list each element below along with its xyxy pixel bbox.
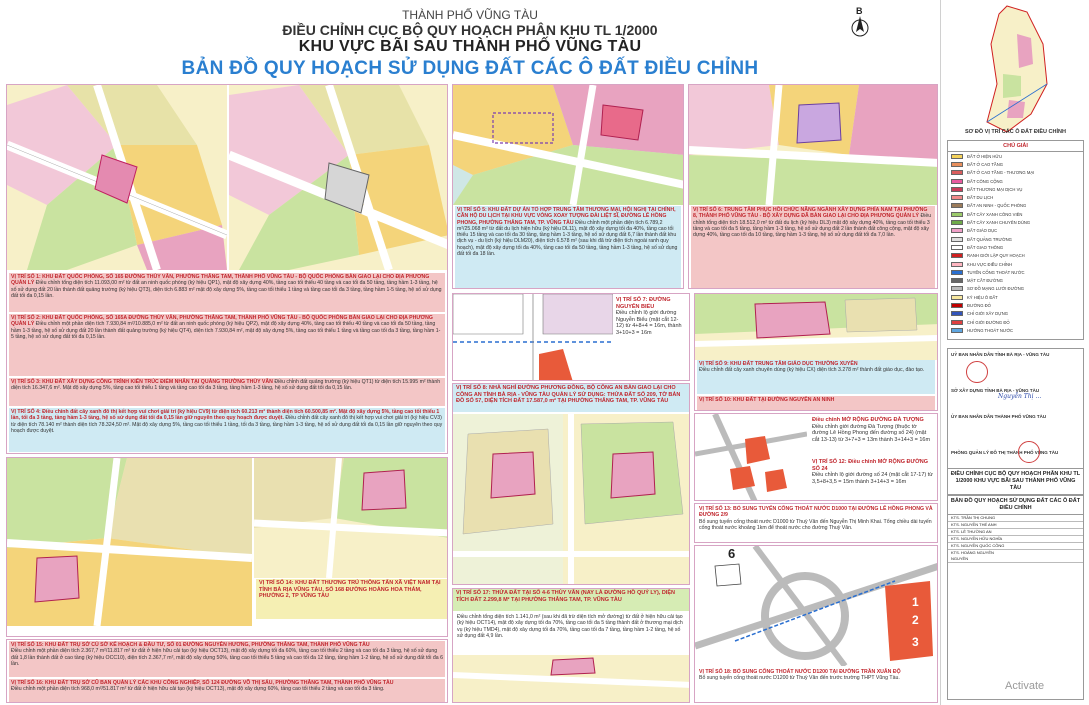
lot-9-description bbox=[697, 360, 935, 394]
lot-12-label bbox=[809, 458, 937, 486]
key-map-title-text: SƠ ĐỒ VỊ TRÍ CÁC Ô ĐẤT ĐIỀU CHỈNH bbox=[965, 129, 1066, 135]
map-lot-14-a bbox=[7, 458, 252, 626]
staff-row bbox=[948, 543, 1083, 550]
legend-label: ĐẤT DU LỊCH bbox=[967, 195, 994, 201]
legend-label: ĐẤT GIAO THÔNG bbox=[967, 244, 1004, 250]
legend-item bbox=[948, 218, 1083, 226]
lot-1-description bbox=[9, 273, 445, 312]
legend-swatch bbox=[951, 328, 963, 333]
legend-label: TUYẾN CỐNG THOÁT NƯỚC bbox=[967, 269, 1025, 275]
legend-swatch bbox=[951, 262, 963, 267]
lot-18-description bbox=[697, 668, 935, 702]
lot-13-title: VỊ TRÍ SỐ 13: BỔ SUNG TUYẾN CỐNG THOÁT NƯỚC D1000 TẠI ĐƯỜNG LÊ HỒNG PHONG VÀ ĐƯỜNG 2/9 bbox=[699, 506, 933, 519]
office: PHÒNG QUẢN LÝ ĐÔ THỊ THÀNH PHỐ VŨNG TÀU bbox=[951, 450, 1059, 455]
legend-swatch bbox=[951, 195, 963, 200]
staff-row bbox=[948, 529, 1083, 536]
legend-swatch bbox=[951, 179, 963, 184]
key-map-title bbox=[947, 128, 1084, 137]
legend-swatch bbox=[951, 212, 963, 217]
legend-label: MẶT CẮT ĐƯỜNG bbox=[967, 278, 1003, 284]
legend-item bbox=[948, 310, 1083, 318]
panel-lot-8 bbox=[452, 383, 690, 585]
lot-2-description bbox=[9, 314, 445, 376]
lot-12-body: Điều chỉnh lộ giới đường số 24 (mặt cắt 17-17) từ 3,5+8+3,5 = 15m thành 3+14+3 = 16m bbox=[812, 472, 933, 485]
map-title: BẢN ĐỒ QUY HOẠCH SỬ DỤNG ĐẤT CÁC Ô ĐẤT ĐIỀU CHỈNH bbox=[181, 58, 759, 79]
lot-17-title: VỊ TRÍ SỐ 17: THỬA ĐẤT TẠI SỐ 4-6 THÙY VÂN (NAY LÀ ĐƯỜNG HỒ QUÝ LY), DIỆN TÍCH ĐẤT 2.299,8 M² TẠI PHƯỜNG THẮNG TAM, TP. VŨNG TÀU bbox=[456, 590, 675, 603]
lot-17-body: Điều chỉnh tổng diện tích 1.141,0 m² (sau khi đã trừ diện tích mở đường) từ đất ở hiện hữu cải tạo (ký hiệu OCT14), mật độ xây dựng tối đa 70%, tầng cao tối đa 5 tầng thành đất ở thương mại dịch vụ (ký hiệu TMD4), mật độ xây dựng tối đa 70%, tầng cao tối đa 7 tầng, tầng hầm 1-2 tầng, hệ số sử dụng đất 4,9 lần. bbox=[457, 614, 683, 639]
lot-8-label bbox=[453, 384, 690, 412]
map-lot-9 bbox=[695, 294, 938, 360]
lot-7-title: VỊ TRÍ SỐ 7: ĐƯỜNG NGUYỄN BIỂU bbox=[616, 297, 671, 310]
legend-swatch bbox=[951, 303, 963, 308]
lot-3-number: 3 bbox=[912, 635, 919, 649]
lot-4-body: Điều chỉnh đất cây xanh đô thị kết hợp vui chơi giải trí (ký hiệu CV3) từ diện tích 78.140 m² thành diện tích 78.324,50 m². Mật độ xây dựng 5%, tầng cao tối thiểu 1 tầng, tối đa 3 tầng, tầng hầm 1-3 tầng, hệ số sử dụng đất tối đa 0,15 lần giữ nguyên theo quy hoạch được duyệt. bbox=[11, 415, 443, 434]
legend-label: ĐẤT THƯƠNG MẠI DỊCH VỤ bbox=[967, 186, 1023, 192]
lot-2-marker bbox=[909, 613, 922, 627]
panel-lot-18 bbox=[694, 545, 938, 703]
red-stamp-icon bbox=[966, 361, 988, 383]
signature: Nguyễn Thị ... bbox=[998, 393, 1042, 400]
staff-role: KTS. NGUYỄN QUỐC CÔNG bbox=[951, 543, 1005, 548]
lot-6-marker bbox=[725, 546, 738, 561]
staff-row bbox=[948, 536, 1083, 543]
lot-6-number: 6 bbox=[728, 546, 736, 561]
lot-15-description bbox=[9, 641, 445, 677]
lot-15-title: VỊ TRÍ SỐ 15: KHU ĐẤT TRỤ SỞ CỦ SỞ KẾ HOẠCH & ĐẦU TƯ, SỐ 01 ĐƯỜNG NGUYỄN HƯƠNG, PHƯỜNG THẮNG TAM, THÀNH PHỐ VŨNG TÀU bbox=[11, 642, 370, 648]
legend-label: ĐẤT Ở CAO TẦNG - THƯƠNG MẠI bbox=[967, 170, 1035, 176]
map-lot-6 bbox=[689, 85, 938, 205]
legend-swatch bbox=[951, 278, 963, 283]
legend-item bbox=[948, 260, 1083, 268]
staff-role: KTS. NGUYỄN HỮU NGHĨA bbox=[951, 536, 1003, 541]
staff-role: KTS. HOÀNG NGUYÊN NGUYÊN bbox=[951, 550, 994, 561]
panel-lots-15-16 bbox=[6, 639, 448, 703]
legend-item bbox=[948, 177, 1083, 185]
lot-13-body: Bổ sung tuyến cống thoát nước D1000 từ Thuỳ Vân đến Nguyễn Thị Minh Khai. Tổng chiều dài tuyến cống thoát nước khoảng 1km để thoát nước cho đường Thuỳ Vân. bbox=[699, 518, 932, 531]
lot-6-title: VỊ TRÍ SỐ 6: TRUNG TÂM PHỤC HỒI CHỨC NĂNG NGÀNH XÂY DỰNG PHÍA NAM TẠI PHƯỜNG 8, THÀNH PHỐ VŨNG TÀU - BỘ XÂY DỰNG ĐÃ BÀN GIAO LẠI CHO ĐỊA PHƯƠNG QUẢN LÝ bbox=[693, 207, 928, 220]
legend-title: CHÚ GIẢI bbox=[948, 141, 1083, 152]
legend-item bbox=[948, 235, 1083, 243]
adjustment-title: ĐIỀU CHỈNH CỤC BỘ QUY HOẠCH PHÂN KHU TL 1/2000 bbox=[282, 22, 658, 38]
legend-label: ĐẤT GIÁO DỤC bbox=[967, 228, 998, 234]
legend-item bbox=[948, 326, 1083, 334]
lot-8-title: VỊ TRÍ SỐ 8: NHÀ NGHỈ ĐƯỜNG PHƯƠNG ĐÔNG, BỘ CÔNG AN BÀN GIAO LẠI CHO CÔNG AN TỈNH BÀ RỊA - VŨNG TÀU QUẢN LÝ SỬ DỤNG: THỬA ĐẤT SỐ 209, TỜ BẢN ĐỒ SỐ 57, DIỆN TÍCH ĐẤT 17.587,0 m² TẠI PHƯỜNG THẮNG TAM, TP. VŨNG TÀU bbox=[456, 385, 681, 404]
lot-3-title: VỊ TRÍ SỐ 3: KHU ĐẤT XÂY DỰNG CÔNG TRÌNH KIẾN TRÚC ĐIỂM NHẤN TẠI QUẢNG TRƯỜNG THÙY VÂN bbox=[11, 379, 273, 385]
staff-row bbox=[948, 550, 1083, 563]
lot-4-title: VỊ TRÍ SỐ 4: Điều chỉnh đất cây xanh đô thị kết hợp vui chơi giải trí (ký hiệu CV9) từ diện tích 60.213 m² thành diện tích 60.500,85 m². Mật độ xây dựng 5%, tầng cao tối thiểu 1 lần, tối đa 3 tầng, tầng hầm 1-3 tầng, hệ số sử dụng đất tối đa 0,15 lần giữ nguyên theo quy hoạch được duyệt. bbox=[11, 409, 440, 422]
lot-11-label bbox=[809, 416, 937, 444]
lot-12-title: VỊ TRÍ SỐ 12: Điều chỉnh MỞ RỘNG ĐƯỜNG SỐ 24 bbox=[812, 459, 929, 472]
legend-item bbox=[948, 185, 1083, 193]
legend-item bbox=[948, 293, 1083, 301]
legend-label: ĐẤT AN NINH - QUỐC PHÒNG bbox=[967, 203, 1027, 209]
legend-swatch bbox=[951, 154, 963, 159]
lot-1-title: VỊ TRÍ SỐ 1: KHU ĐẤT QUỐC PHÒNG, SỐ 165 ĐƯỜNG THÙY VÂN, PHƯỜNG THẮNG TAM, THÀNH PHỐ VŨNG TÀU - BỘ QUỐC PHÒNG BÀN GIAO LẠI CHO ĐỊA PHƯƠNG QUẢN LÝ bbox=[11, 274, 430, 287]
map-lot-5 bbox=[453, 85, 684, 205]
legend-label: CHỈ GIỚI XÂY DỰNG bbox=[967, 311, 1009, 317]
north-letter: B bbox=[856, 6, 863, 16]
lot-2-body: Điều chỉnh một phần diện tích 7.930,84 m²/10.885,0 m² từ đất an ninh quốc phòng (ký hiệu QP2), mật độ xây dựng 40%, tầng cao tối thiểu 40 tầng và cao tối đa 50 tầng, tầng hầm 1-3 tầng, hệ số sử dụng đất 20 lần thành đất quảng trường (ký hiệu QT4), diện tích 7.930,84 m², mật độ xây dựng 5%, tầng cao tối thiểu 1 tầng và tầng cao tối đa 3 tầng, tầng hầm 1-5 tầng, hệ số sử dụng đất tối đa 0,15 lần. bbox=[11, 321, 441, 340]
lot-3-marker bbox=[909, 635, 922, 649]
legend-swatch bbox=[951, 170, 963, 175]
panel-lot-14 bbox=[6, 457, 448, 637]
lot-2-title: VỊ TRÍ SỐ 2: KHU ĐẤT QUỐC PHÒNG, SỐ 165A ĐƯỜNG THÙY VÂN, PHƯỜNG THẮNG TAM, THÀNH PHỐ VŨNG TÀU - BỘ QUỐC PHÒNG BÀN GIAO LẠI CHO ĐỊA PHƯƠNG QUẢN LÝ bbox=[11, 315, 433, 328]
legend bbox=[947, 140, 1084, 340]
legend-label: ĐƯỜNG ĐỎ bbox=[967, 302, 991, 308]
legend-swatch bbox=[951, 162, 963, 167]
lot-13-description bbox=[697, 505, 935, 543]
legend-label: ĐẤT Ở HIỆN HỮU bbox=[967, 153, 1003, 159]
legend-item bbox=[948, 202, 1083, 210]
north-arrow-icon bbox=[850, 6, 874, 40]
legend-label: KHU VỰC ĐIỀU CHỈNH bbox=[967, 261, 1012, 267]
city-name: THÀNH PHỐ VŨNG TÀU bbox=[402, 8, 538, 22]
lot-15-body: Điều chỉnh một phần diện tích 2.367,7 m²/11.817 m² từ đất ở hiện hữu cải tạo (ký hiệu OCT13), mật độ xây dựng tối đa 60%, tầng cao tối thiểu 2 tầng và cao tối đa 3 tầng, hệ số sử dụng đất 1,8 lần thành đất ở cao tầng (ký hiệu OCC10), diện tích 2.367,7 m², mật độ xây dựng 50%, tầng cao tối thiểu 5 tầng và cao tối đa 12 tầng, tầng hầm 1-2 tầng, hệ số sử dụng đất tối đa 6 lần. bbox=[11, 648, 443, 667]
panel-lots-1-4 bbox=[6, 84, 448, 454]
activation-watermark: Activate bbox=[1005, 680, 1045, 692]
panel-lots-11-12 bbox=[694, 413, 938, 501]
legend-swatch bbox=[951, 245, 963, 250]
map-lot-8 bbox=[453, 414, 690, 585]
area-title: KHU VỰC BÃI SAU THÀNH PHỐ VŨNG TÀU bbox=[298, 38, 642, 55]
map-lot-17 bbox=[453, 655, 690, 703]
city-committee: ỦY BAN NHÂN DÂN THÀNH PHỐ VŨNG TÀU bbox=[951, 414, 1047, 419]
panel-lot-17 bbox=[452, 588, 690, 703]
lot-10-title: VỊ TRÍ SỐ 10: KHU ĐẤT TẠI ĐƯỜNG NGUYỄN AN NINH bbox=[699, 397, 835, 403]
map-lot-7 bbox=[453, 294, 613, 381]
lot-14-title: VỊ TRÍ SỐ 14: KHU ĐẤT THƯƠNG TRÚ THÔNG TẤN XÃ VIỆT NAM TẠI TỈNH BÀ RỊA VŨNG TÀU, SỐ 168 ĐƯỜNG HOÀNG HOA THÁM, PHƯỜNG 2, TP VŨNG TÀU bbox=[259, 580, 441, 599]
lot-7-body: Điều chỉnh lộ giới đường Nguyễn Biểu (mặt cắt 12-12) từ 4+8+4 = 16m, thành 3+10+3 = 16m bbox=[616, 310, 682, 336]
approval-block bbox=[947, 348, 1084, 700]
legend-swatch bbox=[951, 295, 963, 300]
lot-16-body: Điều chỉnh một phần diện tích 968,0 m²/51.817 m² từ đất ở hiện hữu cải tạo (ký hiệu OCT13), mật độ xây dựng 60%, tầng cao tối thiểu 2 tầng và cao tối đa 3 tầng. bbox=[11, 686, 385, 693]
legend-item bbox=[948, 318, 1083, 326]
panel-lot-6 bbox=[688, 84, 938, 289]
lot-16-title: VỊ TRÍ SỐ 16: KHU ĐẤT TRỤ SỞ CŨ BAN QUẢN LÝ CÁC KHU CÔNG NGHIỆP, SỐ 124 ĐƯỜNG VÕ THỊ SÁU, PHƯỜNG THẮNG TAM, THÀNH PHỐ VŨNG TÀU bbox=[11, 680, 394, 686]
legend-swatch bbox=[951, 311, 963, 316]
lot-14-label bbox=[256, 579, 447, 619]
staff-role: KTS. LÊ THƯỜNG AN bbox=[951, 529, 992, 534]
map-lot-18 bbox=[695, 546, 938, 666]
lot-1-number: 1 bbox=[912, 595, 919, 609]
legend-item bbox=[948, 227, 1083, 235]
legend-swatch bbox=[951, 320, 963, 325]
legend-label: ĐẤT CÂY XANH CÔNG VIÊN bbox=[967, 211, 1023, 217]
lot-6-body: Điều chỉnh tổng diện tích 18.512,0 m² từ đất du lịch (ký hiệu DL3) mật độ xây dựng 40%, tầng cao tối thiểu 3 tầng và cao tối đa 5 tầng, tầng hầm 1-3 tầng, hệ số sử dụng đất 2 lần thành đất công cộng, mật độ xây dựng 40%, tầng cao tối đa 10 tầng, tầng hầm 1-3 tầng, hệ số sử dụng đất tối đa 7,0 lần. bbox=[693, 213, 932, 239]
lot-2-number: 2 bbox=[912, 613, 919, 627]
panel-lot-9 bbox=[694, 293, 938, 411]
lot-3-body: Điều chỉnh đất quảng trường (ký hiệu QT1) từ diện tích 15.995 m² thành diện tích 16.347,6 m². Mật độ xây dựng 5%, tầng cao tối thiểu 1 tầng và tầng cao tối đa 3 tầng, tầng hầm 1-3 tầng, hệ số sử dụng đất tối đa 0,15 lần. bbox=[11, 379, 441, 392]
legend-label: SƠ ĐỒ MẠNG LƯỚI ĐƯỜNG bbox=[967, 286, 1025, 292]
lot-5-title: VỊ TRÍ SỐ 5: KHU ĐẤT DỰ ÁN TỔ HỢP TRUNG TÂM THƯƠNG MẠI, HỘI NGHỊ TẠI CHỈNH, CĂN HỘ DU LỊCH TẠI KHU VỰC VÒNG XOAY TƯỢNG ĐÀI LIỆT SĨ, ĐƯỜNG LÊ HỒNG PHONG, PHƯỜNG THẮNG TAM, TP. VŨNG TÀU bbox=[457, 207, 676, 226]
lot-3-description bbox=[9, 378, 445, 406]
legend-item bbox=[948, 160, 1083, 168]
panel-lot-13 bbox=[694, 503, 938, 543]
lot-6-description bbox=[691, 206, 935, 288]
department: SỞ XÂY DỰNG TỈNH BÀ RỊA - VŨNG TÀU bbox=[951, 388, 1040, 393]
lot-5-body: Điều chỉnh một phần diện tích 6.789,2 m²/25.068 m² từ đất du lịch hiện hữu (ký hiệu DL11), mật độ xây dựng tối đa 40%, tầng cao tối thiểu 15 tầng và cao tối đa 30 tầng, tầng hầm 1-3 tầng, hệ số sử dụng đất 6,7 lần thành đất khu dịch vụ - du lịch (ký hiệu DLM20), diện tích 6.578 m² (sau khi đã trừ diện tích ngoài ranh quy hoạch), mật độ xây dựng tối đa 40%, tầng cao tối đa 50 tầng, tầng hầm 1-3 tầng, hệ số sử dụng đất tối đa 18 lần. bbox=[457, 219, 678, 258]
panel-lot-7 bbox=[452, 293, 690, 381]
lot-5-description bbox=[455, 206, 681, 288]
legend-label: ĐẤT QUẢNG TRƯỜNG bbox=[967, 236, 1012, 242]
staff-row bbox=[948, 522, 1083, 529]
legend-label: HƯỚNG THOÁT NƯỚC bbox=[967, 327, 1014, 333]
legend-item bbox=[948, 210, 1083, 218]
lot-11-title: Điều chỉnh MỞ RỘNG ĐƯỜNG ĐÀ TƯỢNG bbox=[812, 417, 924, 423]
provincial-committee: UỶ BAN NHÂN DÂN TỈNH BÀ RỊA - VŨNG TÀU bbox=[951, 352, 1050, 357]
legend-swatch bbox=[951, 270, 963, 275]
map-lots-1-2-b bbox=[229, 85, 448, 270]
legend-label: ĐẤT CÂY XANH CHUYÊN DÙNG bbox=[967, 220, 1031, 226]
legend-item bbox=[948, 152, 1083, 160]
sheet-title: BẢN ĐỒ QUY HOẠCH SỬ DỤNG ĐẤT CÁC Ô ĐẤT ĐIỀU CHỈNH bbox=[948, 495, 1083, 515]
legend-item bbox=[948, 169, 1083, 177]
legend-swatch bbox=[951, 220, 963, 225]
legend-item bbox=[948, 243, 1083, 251]
legend-swatch bbox=[951, 203, 963, 208]
legend-swatch bbox=[951, 286, 963, 291]
legend-item bbox=[948, 301, 1083, 309]
project-title: ĐIỀU CHỈNH CỤC BỘ QUY HOẠCH PHÂN KHU TL 1/2000 KHU VỰC BÃI SAU THÀNH PHỐ VŨNG TÀU bbox=[948, 468, 1083, 495]
staff-row bbox=[948, 515, 1083, 522]
legend-item bbox=[948, 276, 1083, 284]
legend-swatch bbox=[951, 187, 963, 192]
lot-11-body: Điều chỉnh giới đường Đà Tượng (thuộc tờ đường Lê Hồng Phong đến đường số 24) (mặt cắt 13-13) từ 3+7+3 = 13m thành 3+14+3 = 16m bbox=[812, 423, 931, 443]
legend-label: CHỈ GIỚI ĐƯỜNG ĐỎ bbox=[967, 319, 1010, 325]
lot-17-description bbox=[455, 613, 687, 653]
panel-lot-5 bbox=[452, 84, 684, 289]
lot-1-marker bbox=[909, 595, 922, 609]
legend-item bbox=[948, 268, 1083, 276]
key-map bbox=[947, 4, 1084, 136]
map-lot-14-b bbox=[254, 458, 448, 578]
lot-16-description bbox=[9, 679, 445, 702]
legend-item bbox=[948, 252, 1083, 260]
legend-item bbox=[948, 285, 1083, 293]
legend-swatch bbox=[951, 237, 963, 242]
legend-item bbox=[948, 193, 1083, 201]
staff-role: KTS. NGUYỄN THẾ ANH bbox=[951, 522, 997, 527]
lot-4-description bbox=[9, 408, 445, 452]
map-lots-1-2-a bbox=[7, 85, 227, 270]
lot-18-title: VỊ TRÍ SỐ 18: BỔ SUNG CỐNG THOÁT NƯỚC D1200 TẠI ĐƯỜNG TRẦN XUÂN ĐỘ bbox=[699, 669, 901, 675]
legend-label: ĐẤT Ở CAO TẦNG bbox=[967, 161, 1004, 167]
legend-label: ĐẤT CÔNG CỘNG bbox=[967, 178, 1003, 184]
lot-18-body: Bổ sung tuyến cống thoát nước D1200 từ Thuỳ Vân đến trước trường THPT Vũng Tàu. bbox=[699, 675, 900, 682]
lot-10-description bbox=[697, 396, 935, 410]
legend-label: KÝ HIỆU Ô ĐẤT bbox=[967, 294, 998, 300]
map-lots-11-12 bbox=[695, 414, 807, 501]
legend-label: RANH GIỚI LẬP QUY HOẠCH bbox=[967, 253, 1025, 259]
lot-9-title: VỊ TRÍ SỐ 9: KHU ĐẤT TRUNG TÂM GIÁO DỤC THƯỜNG XUYÊN bbox=[699, 361, 858, 367]
lot-1-body: Điều chỉnh tổng diện tích 11.093,00 m² từ đất an ninh quốc phòng (ký hiệu QP1), mật độ xây dựng 40%, tầng cao tối thiểu 40 tầng và cao tối đa 50 tầng, tầng hầm 1-3 tầng, hệ số sử dụng đất 20 lần thành đất quảng trường (ký hiệu QT3), diện tích 6.883 m² mật độ xây dựng 5%, tầng cao tối thiểu 1 tầng và tầng cao tối đa 3 tầng, tầng hầm 1-5 tầng, hệ số sử dụng đất tối đa 0,15 lần. bbox=[11, 280, 442, 299]
sidebar bbox=[940, 0, 1089, 705]
legend-swatch bbox=[951, 253, 963, 258]
lot-17-label bbox=[453, 589, 690, 611]
staff-list bbox=[948, 515, 1083, 563]
title-block bbox=[0, 0, 940, 84]
staff-role: KTS. TRẦN THỊ CHUNG bbox=[951, 515, 996, 520]
stamp-icon bbox=[1018, 441, 1040, 463]
lot-9-body: Điều chỉnh đất cây xanh chuyên dùng (ký hiệu CX) diện tích 3.278 m² thành đất giáo dục, đào tạo. bbox=[699, 367, 925, 374]
lot-7-label bbox=[613, 296, 689, 337]
legend-swatch bbox=[951, 228, 963, 233]
